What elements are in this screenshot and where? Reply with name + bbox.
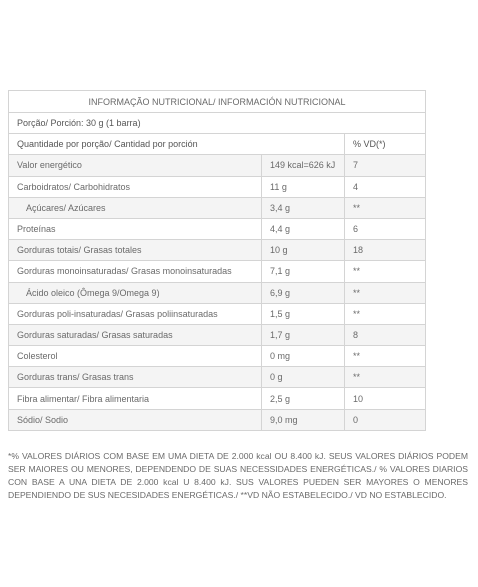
nutrient-name: Gorduras totais/ Grasas totales: [9, 240, 262, 261]
table-row: [9, 303, 426, 324]
table-title: INFORMAÇÃO NUTRICIONAL/ INFORMACIÓN NUTRICIONAL: [9, 91, 426, 113]
nutrient-name: Colesterol: [9, 346, 262, 367]
nutrient-vd: **: [345, 197, 426, 218]
nutrient-vd: **: [345, 282, 426, 303]
nutrient-amount: 6,9 g: [262, 282, 345, 303]
nutrient-name: Valor energético: [9, 155, 262, 176]
nutrient-amount: 3,4 g: [262, 197, 345, 218]
nutrient-name: Gorduras saturadas/ Grasas saturadas: [9, 324, 262, 345]
table-row: [9, 218, 426, 239]
nutrient-name: Gorduras trans/ Grasas trans: [9, 367, 262, 388]
nutrient-amount: 149 kcal=626 kJ: [262, 155, 345, 176]
nutrient-amount: 2,5 g: [262, 388, 345, 409]
nutrient-vd: 6: [345, 218, 426, 239]
footnote-text: *% VALORES DIÁRIOS COM BASE EM UMA DIETA DE 2.000 kcal OU 8.400 kJ. SEUS VALORES DIÁRIOS PODEM SER MAIORES OU MENORES, DEPENDENDO DE SUAS NECESSIDADES ENERGÉTICAS./ % VALORES DIARIOS CON BASE A UNA DIETA DE 2.000 kcal U 8.400 kJ. SUS VALORES PUEDEN SER MAYORES O MENORES DEPENDIENDO DE SUS NECESIDADES ENERGÉTICAS./ **VD NÃO ESTABELECIDO./ VD NO ESTABLECIDO.: [8, 450, 468, 500]
table-row: [9, 388, 426, 409]
portion-row: [9, 113, 426, 134]
nutrient-name: Sódio/ Sodio: [9, 409, 262, 430]
nutrient-name: Gorduras poli-insaturadas/ Grasas poliinsaturadas: [9, 303, 262, 324]
nutrient-name: Carboidratos/ Carbohidratos: [9, 176, 262, 197]
nutrient-vd: 10: [345, 388, 426, 409]
header-vd: % VD(*): [345, 134, 426, 155]
nutrition-table-container: [8, 90, 425, 431]
nutrient-vd: 7: [345, 155, 426, 176]
table-row: [9, 155, 426, 176]
header-quantity: Quantidade por porção/ Cantidad por porción: [9, 134, 345, 155]
nutrient-vd: **: [345, 261, 426, 282]
nutrient-amount: 10 g: [262, 240, 345, 261]
nutrient-vd: 0: [345, 409, 426, 430]
nutrient-name: Fibra alimentar/ Fibra alimentaria: [9, 388, 262, 409]
nutrient-vd: 18: [345, 240, 426, 261]
nutrient-name: Proteínas: [9, 218, 262, 239]
nutrient-amount: 9,0 mg: [262, 409, 345, 430]
nutrient-vd: **: [345, 346, 426, 367]
portion-text: Porção/ Porción: 30 g (1 barra): [9, 113, 426, 134]
nutrient-amount: 7,1 g: [262, 261, 345, 282]
nutrient-vd: 8: [345, 324, 426, 345]
table-row: [9, 282, 426, 303]
table-row: [9, 197, 426, 218]
nutrient-vd: 4: [345, 176, 426, 197]
table-row: [9, 261, 426, 282]
nutrient-amount: 1,7 g: [262, 324, 345, 345]
nutrient-vd: **: [345, 303, 426, 324]
nutrient-amount: 1,5 g: [262, 303, 345, 324]
table-row: [9, 367, 426, 388]
table-row: [9, 346, 426, 367]
nutrient-amount: 11 g: [262, 176, 345, 197]
nutrient-name: Ácido oleico (Ômega 9/Omega 9): [9, 282, 262, 303]
nutrient-amount: 0 mg: [262, 346, 345, 367]
nutrient-name: Açúcares/ Azúcares: [9, 197, 262, 218]
table-row: [9, 176, 426, 197]
nutrient-amount: 0 g: [262, 367, 345, 388]
table-row: [9, 409, 426, 430]
table-row: [9, 240, 426, 261]
table-row: [9, 324, 426, 345]
table-title-row: [9, 91, 426, 113]
header-row: [9, 134, 426, 155]
nutrient-amount: 4,4 g: [262, 218, 345, 239]
nutrition-table: [8, 90, 426, 431]
nutrient-vd: **: [345, 367, 426, 388]
nutrient-name: Gorduras monoinsaturadas/ Grasas monoinsaturadas: [9, 261, 262, 282]
